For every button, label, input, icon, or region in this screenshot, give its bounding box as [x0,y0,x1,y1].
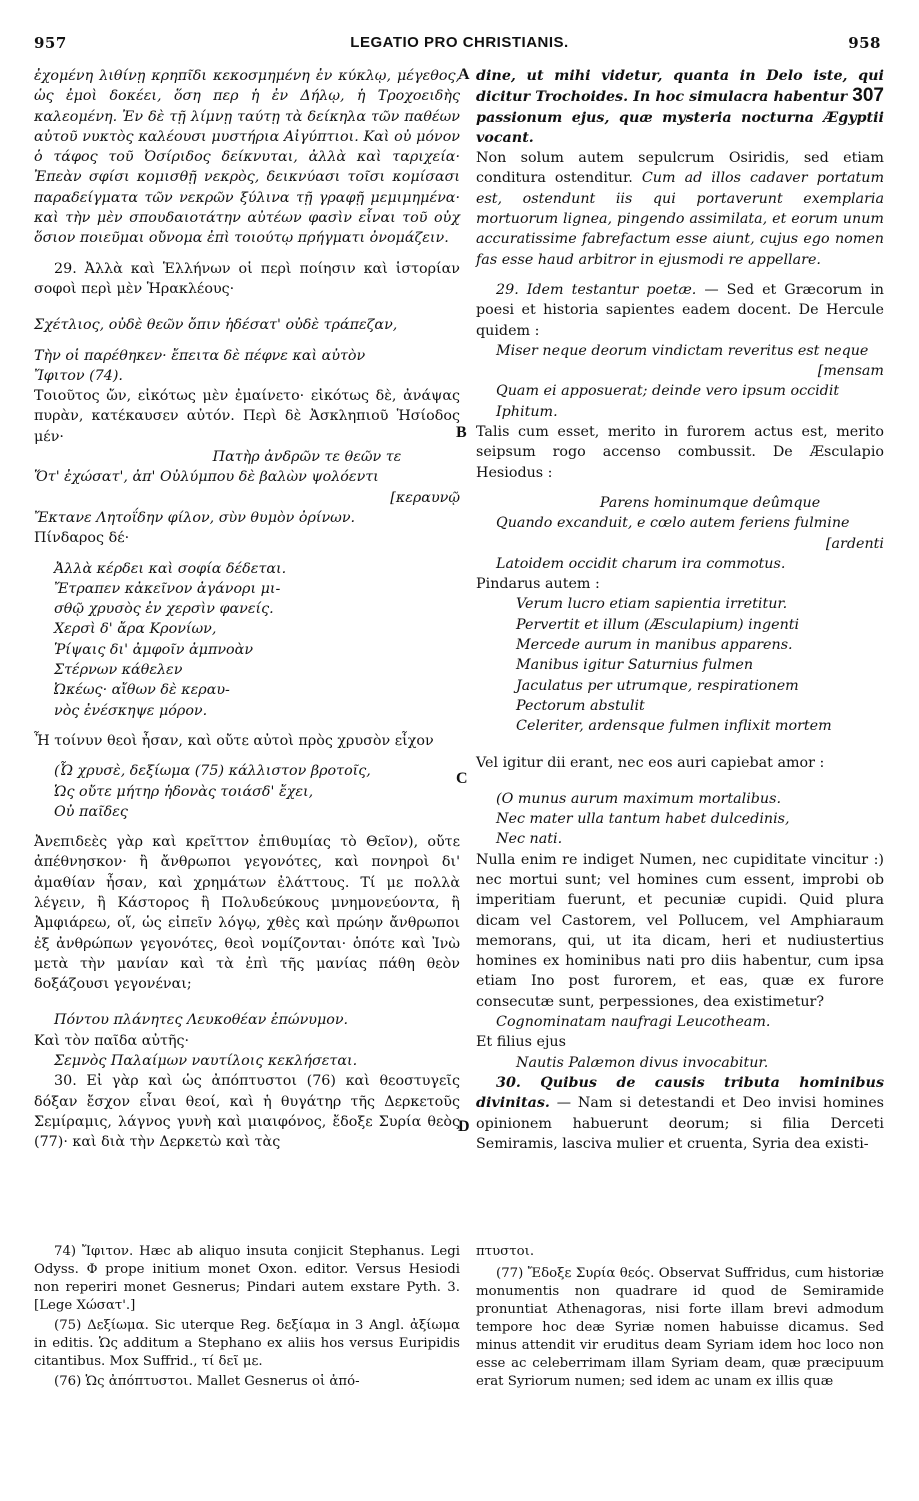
verse-line: Σχέτλιος, οὐδὲ θεῶν ὄπιν ἡδέσατ' οὐδὲ τράπεζαν, [34,317,398,334]
spacer [34,549,460,559]
verse-line: Στέρνων κάθελεν [54,662,183,679]
verse-line: Mercede aurum in manibus apparens. [516,637,793,654]
latin-paragraph-5: Vel igitur dii erant, nec eos auri capiebat amor : [476,754,825,771]
footnote: πτυστοι. [476,1244,535,1259]
spacer [34,336,460,346]
greek-paragraph-3: Τοιοῦτος ὤν, εἰκότως μὲν ἐμαίνετο· εἰκότως δὲ, ἀνάψας πυρὰν, κατέκαυσεν αὐτόν. Περὶ δὲ Ἀσκληπιοῦ Ἡσίοδος μέν· [34,388,460,445]
verse-line: Parens hominumque deûmque [599,494,821,511]
verse-line: Miser neque deorum vindictam reveritus est neque [496,342,869,359]
section-heading: 30. Quibus de causis tributa hominibus divinitas. [476,1074,884,1112]
verse-line: Iphitum. [496,403,558,420]
verse-line: Πατὴρ ἀνδρῶν τε θεῶν τε [212,449,402,466]
footnotes-right [476,1243,884,1391]
verse-line: Ἴφιτον (74). [34,367,123,384]
greek-paragraph-4: Πίνδαρος δέ· [34,530,130,547]
running-title: LEGATIO PRO CHRISTIANIS. [350,34,569,51]
verse-line: [mensam [817,363,884,380]
verse-line: Pervertit et illum (Æsculapium) ingenti [516,616,800,633]
verse-line: Celeriter, ardensque fulmen inflixit mortem [516,718,832,735]
verse-line: Jaculatus per utrumque, respirationem [516,677,799,694]
page-number-left: 957 [34,34,67,52]
latin-paragraph-2 [476,280,884,341]
spacer [476,737,884,753]
latin-text: dine, ut mihi videtur, quanta in Delo iste, qui dicitur Trochoides. In hoc simulacra habentur [476,68,884,106]
spacer [34,751,460,761]
verse-line: σθῷ χρυσὸς ἐν χερσὶν φανείς. [54,601,274,618]
section-heading: 29. Idem testantur poetæ. [496,281,697,298]
verse-line: Latoidem occidit charum ira commotus. [496,555,786,572]
verse-line: Nautis Palæmon divus invocabitur. [516,1054,769,1071]
latin-paragraph-4: Pindarus autem : [476,576,600,593]
latin-paragraph-1 [476,66,884,148]
spacer [476,270,884,280]
verse-line: Quando excanduit, e cœlo autem feriens fulmine [496,515,850,532]
latin-text: passionum ejus, quæ mysteria nocturna Ægyptii vocant. [476,109,884,146]
spacer [34,249,460,259]
footnote: (77) Ἔδοξε Συρία θεός. Observat Suffridus, cum historiæ monumentis non quadrare id quod de Semiramide pronuntiat Athenagoras, nisi forte illam brevi admodum tempore hoc deæ Syriæ nomen habuisse dicamus. Sed minus attendit vir eruditus deam Syriam idem hoc loco non esse ac celeberrimam illam Syriam deam, quæ præcipuum erat Syriorum numen; sed idem ac unam ex illis quæ [476,1266,884,1389]
latin-text: — Sed et Græcorum in poesi et historia sapientes eadem docent. De Hercule quidem : [476,281,884,339]
latin-text: Non solum autem sepulcrum Osiridis, sed etiam conditura ostenditur. [476,150,884,187]
spacer [34,721,460,731]
verse-line: Χερσὶ δ' ἄρα Κρονίων, [54,621,217,638]
greek-paragraph-5: Ἦ τοίνυν θεοὶ ἦσαν, καὶ οὔτε αὐτοὶ πρὸς χρυσὸν εἶχον [34,732,434,749]
page-number-right: 958 [848,34,881,52]
verse-line: Τὴν οἱ παρέθηκεν· ἔπειτα δὲ πέφνε καὶ αὐτὸν [34,347,366,364]
verse-line: νὸς ἐνέσκηψε μόρον. [54,702,208,719]
verse-line: Οὐ παῖδες [54,803,128,820]
greek-paragraph-6: Ἀνεπιδεὲς γὰρ καὶ κρεῖττον ἐπιθυμίας τὸ Θεῖον), οὔτε ἀπέθνησκον· ἢ ἄνθρωποι γεγονότες, καὶ πονηροὶ δι' ἀμαθίαν ἦσαν, καὶ χρημάτων ἐλάττους. Τί με πολλὰ λέγειν, ἢ Κάστορος ἢ Πολυδεύκους μνημονεύοντα, ἢ Ἀμφιάρεω, οἵ, ὡς εἰπεῖν λόγῳ, χθὲς καὶ πρώην ἄνθρωποι ἐξ ἀνθρώπων γεγονότες, θεοὶ νομίζονται· ὁπότε καὶ Ἰνὼ μετὰ τὴν μανίαν καὶ τὰ ἐπὶ τῆς μανίας πάθη θεὸν δοξάζουσι γεγονέναι; [34,834,460,993]
verse-line: Pectorum abstulit [516,697,645,714]
latin-paragraph-8 [476,1073,884,1154]
greek-paragraph-2: 29. Ἀλλὰ καὶ Ἑλλήνων οἱ περὶ ποίησιν καὶ ἱστορίαν σοφοὶ περὶ μὲν Ἡρακλέους· [34,260,460,297]
footnote: (75) Δεξίωμα. Sic uterque Reg. δεξίαμα in 3 Angl. ἀξίωμα in editis. Ὡς additum a Stephano ex aliis hos versus Euripidis citantibus. Mox Suffrid., τί δεῖ με. [34,1318,460,1369]
verse-line: Cognominatam naufragi Leucotheam. [496,1014,771,1031]
verse-line: Quam ei apposuerat; deinde vero ipsum occidit [496,383,840,400]
footnote: 74) Ἴφιτον. Hæc ab aliquo insuta conjicit Stephanus. Legi Odyss. Φ prope initium monet Oxon. editor. Versus Hesiodi non reperiri monet Gesnerus; Pindari autem exstare Pyth. 3. [Lege Χώσατ'.] [34,1244,460,1313]
verse-line: Nec nati. [496,831,563,848]
latin-paragraph-1b [476,148,884,270]
spacer [34,822,460,832]
verse-line: Nec mater ulla tantum habet dulcedinis, [496,811,790,828]
greek-column [34,66,460,1153]
footnote: (76) Ὡς ἀπόπτυστοι. Mallet Gesnerus οἱ ἀπό- [54,1374,360,1389]
verse-line: Ἔκτανε Λητοΐδην φίλον, σὺν θυμὸν ὀρίνων. [34,509,356,526]
spacer [34,299,460,315]
spacer [476,483,884,493]
margin-marker-b: B [456,424,467,441]
pindar-verse-latin [476,594,884,736]
latin-text: Cum ad illos cadaver portatum est, ostendunt iis qui portaverunt exemplaria mortuorum lignea, pingendo assimilata, et eorum unum accuratissime fabrefactum esse aiunt, cujus ego nomen fas esse haud arbitror in ejusmodi re appellare. [476,170,885,268]
footnotes-left [34,1243,460,1391]
verse-line: Ἔτραπεν κἀκεῖνον ἀγάνορι μι- [54,580,281,597]
verse-line: Σεμνὸς Παλαίμων ναυτίλοις κεκλήσεται. [54,1053,358,1070]
latin-paragraph-7: Et filius ejus [476,1034,566,1051]
verse-line: Ἀλλὰ κέρδει καὶ σοφία δέδεται. [54,560,287,577]
spacer [476,773,884,789]
latin-paragraph-6: Nulla enim re indiget Numen, nec cupiditate vincitur :) nec mortui sunt; vel homines cum essent, improbi ob imperitiam fuerunt, et pecuniæ cupidi. Quid plura dicam vel Castorem, vel Pollucem, vel Amphiaraum memorans, qui, ut ita dicam, heri et nudiustertius homines ex hominibus nati pro diis habentur, cum ipsa etiam Ino post furorem, et eas, quæ ex furore consecutæ sunt, perpessiones, dea existimetur? [476,851,884,1010]
greek-paragraph-7: Καὶ τὸν παῖδα αὐτῆς· [34,1032,190,1049]
verse-line: Ὠκέως· αἴθων δὲ κεραυ- [54,682,230,699]
verse-line: Ὡς οὔτε μήτηρ ἡδονὰς τοιάσδ' ἔχει, [54,783,314,800]
pindar-verse [34,559,460,721]
verse-line: Manibus igitur Saturnius fulmen [516,657,754,674]
latin-text: — Nam si detestandi et Deo invisi homines opinionem habuerunt deorum; si filia Derceti Semiramis, lasciva mulier et cruenta, Syria dea existi- [476,1095,884,1152]
latin-paragraph-3: Talis cum esset, merito in furorem actus est, merito seipsum rogo accenso combussit. De Æsculapio Hesiodus : [476,424,884,481]
verse-line: Πόντου πλάνητες Λευκοθέαν ἐπώνυμον. [54,1012,349,1029]
verse-line: (O munus aurum maximum mortalibus. [496,790,782,807]
latin-column [476,66,884,1154]
verse-line: Verum lucro etiam sapientia irretitur. [516,596,788,613]
margin-marker-c: C [456,770,468,787]
margin-marker-a: A [458,66,470,83]
margin-number: 307 [852,85,884,107]
greek-paragraph-1: ἐχομένη λιθίνῃ κρηπῖδι κεκοσμημένη ἐν κύκλῳ, μέγεθος, ὡς ἐμοὶ δοκέει, ὅση περ ἡ ἐν Δήλῳ, ἡ Τροχοειδὴς καλεομένη. Ἐν δὲ τῇ λίμνῃ ταύτῃ τὰ δείκηλα τῶν παθέων αὐτοῦ νυκτὸς καλέουσι μυστήρια Αἰγύπτιοι. Καὶ οὐ μόνον ὁ τάφος τοῦ Ὀσίριδος δείκνυται, ἀλλὰ καὶ ταριχεία· Ἐπεὰν σφίσι κομισθῇ νεκρὸς, δεικνύασι τοῖσι κομίσασι παραδείγματα τῶν νεκρῶν ξύλινα τῇ γραφῇ μεμιμημένα· καὶ τὴν μὲν σπουδαιοτάτην αὐτέων φασὶν εἶναι τοῦ οὐχ ὅσιον ποιεῦμαι οὔνομα ἐπὶ τοιούτῳ πρήγματι ὀνομάζειν. [34,68,460,247]
verse-line: [κεραυνῷ [390,489,460,506]
verse-line: (Ὦ χρυσὲ, δεξίωμα (75) κάλλιστον βροτοῖς, [54,763,371,780]
verse-line: [ardenti [825,535,884,552]
greek-paragraph-8: 30. Εἰ γὰρ καὶ ὡς ἀπόπτυστοι (76) καὶ θεοστυγεῖς δόξαν ἔσχον εἶναι θεοί, καὶ ἡ θυγάτηρ τῆς Δερκετοῦς Σεμίραμις, λάγνος γυνὴ καὶ μιαιφόνος, ἔδοξε Συρία θεὸς (77)· καὶ διὰ τὴν Δερκετὼ καὶ τὰς [34,1073,460,1151]
spacer [34,994,460,1010]
verse-line: Ὅτ' ἐχώσατ', ἀπ' Οὐλύμπου δὲ βαλὼν ψολόεντι [34,469,379,486]
margin-marker-d: D [458,1118,470,1135]
verse-line: Ῥίψαις δι' ἀμφοῖν ἀμπνοὰν [54,641,254,658]
